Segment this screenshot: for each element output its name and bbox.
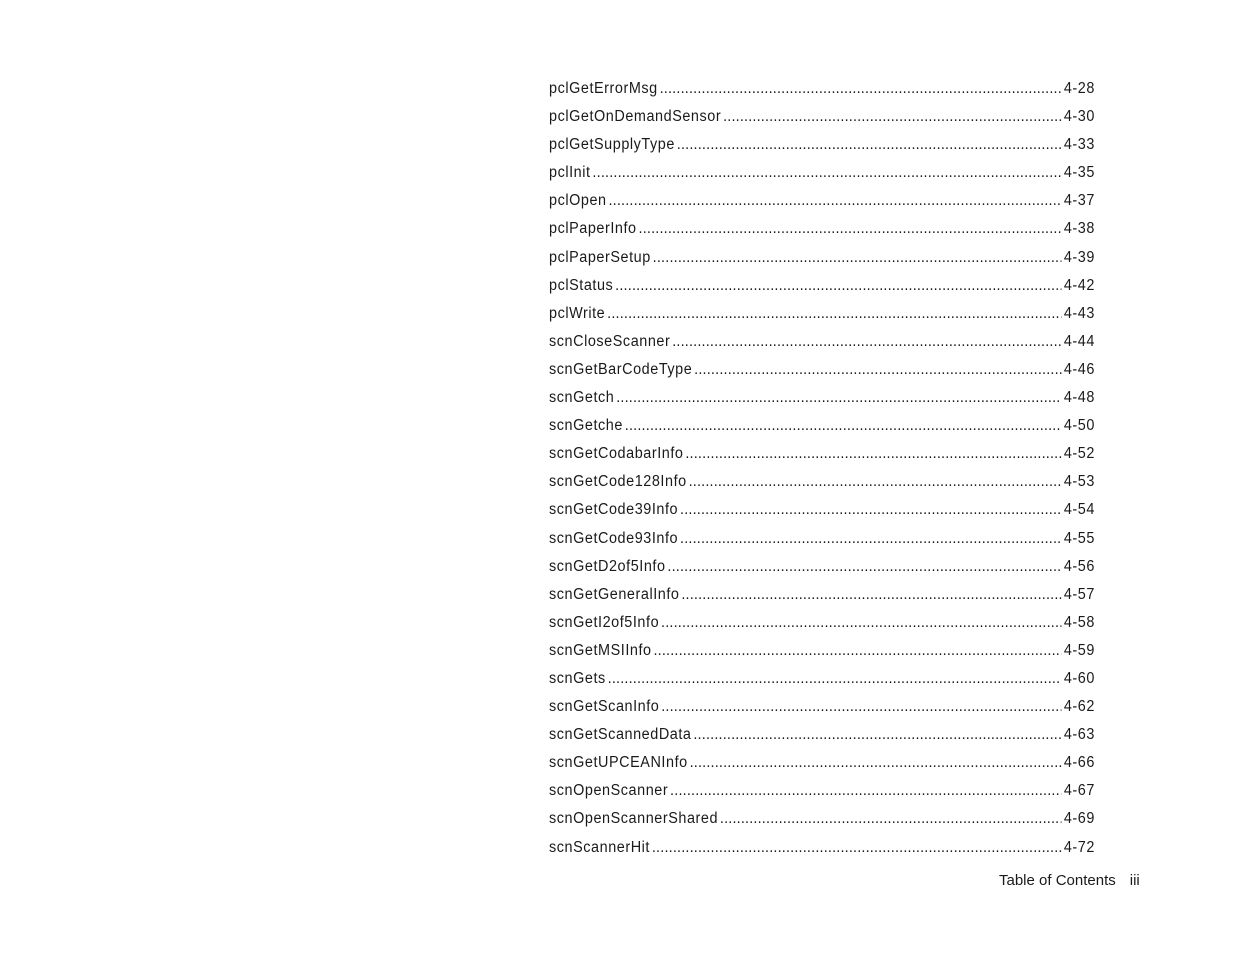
dot-leader	[672, 333, 1061, 351]
dot-leader	[680, 530, 1061, 548]
toc-entry-name: pclGetErrorMsg	[549, 80, 658, 97]
dot-leader	[693, 726, 1061, 744]
toc-entry-name: scnGetCode39Info	[549, 501, 679, 519]
dot-leader	[615, 277, 1061, 295]
toc-entry[interactable]	[549, 249, 1095, 277]
toc-entry-page: 4-53	[1063, 473, 1095, 491]
toc-entry-page: 4-62	[1063, 698, 1095, 716]
toc-entry[interactable]	[549, 558, 1095, 586]
dot-leader	[677, 136, 1061, 154]
dot-leader	[638, 220, 1061, 238]
toc-entry-name: scnGets	[549, 669, 606, 687]
dot-leader	[685, 445, 1061, 463]
toc-entry-page: 4-59	[1063, 641, 1095, 659]
dot-leader	[661, 614, 1061, 632]
toc-entry[interactable]	[549, 220, 1095, 248]
toc-entry-name: scnGetScanInfo	[549, 698, 660, 716]
toc-entry-name: scnGetMSIInfo	[549, 641, 652, 659]
toc-entry-page: 4-43	[1063, 304, 1095, 322]
toc-entry-name: scnGetch	[549, 389, 615, 407]
toc-entry[interactable]	[549, 754, 1095, 782]
page-footer	[999, 872, 1140, 889]
dot-leader	[670, 782, 1061, 800]
toc-entry-name: scnCloseScanner	[549, 332, 671, 350]
toc-entry-name: pclInit	[549, 164, 591, 182]
toc-entry-name: scnGetCode128Info	[549, 473, 687, 491]
dot-leader	[653, 642, 1061, 660]
toc-entry-page: 4-28	[1063, 80, 1095, 97]
toc-entry-page: 4-58	[1063, 613, 1095, 631]
toc-entry-page: 4-60	[1063, 669, 1095, 687]
toc-entry[interactable]	[549, 782, 1095, 810]
toc-entry-page: 4-37	[1063, 192, 1095, 210]
toc-entry-page: 4-30	[1063, 108, 1095, 126]
toc-entry[interactable]	[549, 136, 1095, 164]
dot-leader	[653, 249, 1061, 267]
toc-entry-name: scnGetche	[549, 417, 623, 435]
table-of-contents	[549, 80, 1095, 867]
toc-entry-page: 4-67	[1063, 782, 1095, 800]
dot-leader	[616, 389, 1061, 407]
toc-entry[interactable]	[549, 333, 1095, 361]
toc-entry-name: pclGetOnDemandSensor	[549, 108, 722, 126]
dot-leader	[667, 558, 1061, 576]
toc-entry-page: 4-46	[1063, 360, 1095, 378]
toc-entry-page: 4-55	[1063, 529, 1095, 547]
dot-leader	[607, 305, 1061, 323]
toc-entry-name: scnOpenScanner	[549, 782, 669, 800]
toc-entry-name: pclPaperSetup	[549, 248, 651, 266]
dot-leader	[625, 417, 1061, 435]
toc-entry-name: scnGetI2of5Info	[549, 613, 660, 631]
toc-entry-name: scnGetCode93Info	[549, 529, 679, 547]
toc-entry[interactable]	[549, 192, 1095, 220]
toc-entry[interactable]	[549, 670, 1095, 698]
dot-leader	[608, 192, 1061, 210]
dot-leader	[720, 810, 1061, 828]
toc-entry-page: 4-66	[1063, 754, 1095, 772]
toc-entry-name: pclWrite	[549, 304, 606, 322]
toc-entry[interactable]	[549, 305, 1095, 333]
toc-entry[interactable]	[549, 586, 1095, 614]
toc-entry[interactable]	[549, 726, 1095, 754]
toc-entry-page: 4-44	[1063, 332, 1095, 350]
toc-entry[interactable]	[549, 530, 1095, 558]
toc-entry-name: pclOpen	[549, 192, 607, 210]
toc-entry-name: pclStatus	[549, 276, 614, 294]
toc-entry-name: scnGetBarCodeType	[549, 360, 693, 378]
toc-entry-name: pclGetSupplyType	[549, 136, 675, 154]
dot-leader	[689, 473, 1061, 491]
toc-entry-page: 4-54	[1063, 501, 1095, 519]
toc-entry-page: 4-69	[1063, 810, 1095, 828]
toc-entry[interactable]	[549, 473, 1095, 501]
toc-entry-page: 4-39	[1063, 248, 1095, 266]
toc-entry-name: scnGetCodabarInfo	[549, 445, 684, 463]
toc-entry-name: scnGetScannedData	[549, 726, 692, 744]
toc-entry[interactable]	[549, 839, 1095, 867]
toc-entry[interactable]	[549, 361, 1095, 389]
toc-entry[interactable]	[549, 277, 1095, 305]
toc-entry-page: 4-38	[1063, 220, 1095, 238]
toc-entry-page: 4-57	[1063, 585, 1095, 603]
toc-entry-page: 4-56	[1063, 557, 1095, 575]
toc-entry-name: scnGetGeneralInfo	[549, 585, 680, 603]
toc-entry-page: 4-42	[1063, 276, 1095, 294]
toc-entry-page: 4-72	[1063, 838, 1095, 856]
toc-entry[interactable]	[549, 164, 1095, 192]
toc-entry[interactable]	[549, 80, 1095, 108]
toc-entry-page: 4-52	[1063, 445, 1095, 463]
dot-leader	[690, 754, 1061, 772]
dot-leader	[681, 586, 1061, 604]
dot-leader	[694, 361, 1061, 379]
dot-leader	[723, 108, 1061, 126]
dot-leader	[608, 670, 1061, 688]
toc-entry[interactable]	[549, 698, 1095, 726]
dot-leader	[680, 501, 1061, 519]
toc-entry-name: scnGetUPCEANInfo	[549, 754, 688, 772]
toc-entry-name: scnOpenScannerShared	[549, 810, 719, 828]
toc-entry[interactable]	[549, 501, 1095, 529]
toc-entry-page: 4-33	[1063, 136, 1095, 154]
dot-leader	[592, 164, 1061, 182]
toc-entry[interactable]	[549, 810, 1095, 838]
toc-entry[interactable]	[549, 108, 1095, 136]
toc-entry-page: 4-50	[1063, 417, 1095, 435]
toc-entry-page: 4-48	[1063, 389, 1095, 407]
toc-entry-name: scnScannerHit	[549, 838, 651, 856]
dot-leader	[652, 839, 1061, 857]
toc-entry-page: 4-63	[1063, 726, 1095, 744]
footer-section-title: Table of Contents	[999, 872, 1116, 889]
dot-leader	[661, 698, 1061, 716]
toc-entry-name: pclPaperInfo	[549, 220, 637, 238]
toc-entry[interactable]	[549, 417, 1095, 445]
toc-entry[interactable]	[549, 389, 1095, 417]
toc-entry[interactable]	[549, 614, 1095, 642]
footer-page-number: iii	[1129, 872, 1140, 889]
toc-entry-name: scnGetD2of5Info	[549, 557, 666, 575]
dot-leader	[660, 80, 1061, 98]
toc-entry[interactable]	[549, 642, 1095, 670]
toc-entry-page: 4-35	[1063, 164, 1095, 182]
toc-entry[interactable]	[549, 445, 1095, 473]
